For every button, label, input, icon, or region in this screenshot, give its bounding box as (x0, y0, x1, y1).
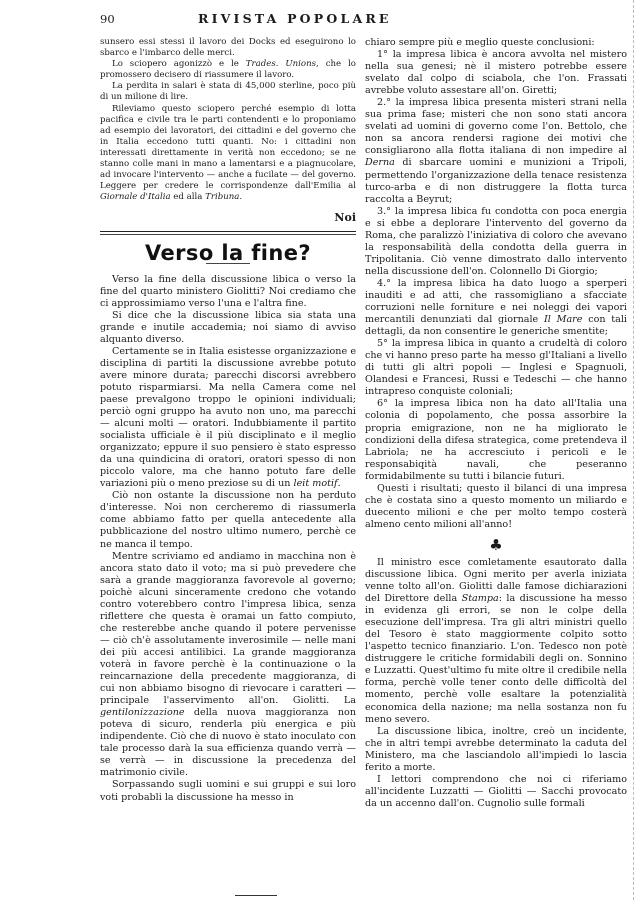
right-column (365, 37, 627, 810)
list-item: 5° la impresa libica in quanto a crudeltà di coloro che vi hanno preso parte ha messo gl'Italiani a livello di tutti gli altri popoli — Inglesi e Spagnuoli, Olandesi e Francesi, Russi e Tedeschi — che hanno intrapreso conquiste coloniali; (365, 338, 627, 398)
list-item: 4.° la impresa libica ha dato luogo a sperperi inauditi e ad atti, che rassomigliano a sfacciate corruzioni nelle forniture e nei noleggi dei vapori mercantili denunziati dal giornale Il Mare con tali dettagli, da non consentire le generiche smentite; (365, 277, 627, 338)
club-ornament-icon: ♣ (489, 535, 503, 554)
previous-article-tail (100, 37, 356, 203)
paragraph: sunsero essi stessi il lavoro dei Docks ed eseguirono lo sbarco e l'imbarco delle merci. (100, 37, 356, 59)
page-edge-line (633, 0, 635, 900)
paragraph: Ciò non ostante la discussione non ha perduto d'interesse. Noi non cercheremo di riassumerla come abbiamo fatto per quella antecedente alla pubblicazione del nostro ultimo numero, perchè ce ne manca il tempo. (100, 490, 356, 550)
page-number: 90 (100, 12, 115, 26)
list-item: 2.° la impresa libica presenta misteri strani nella sua prima fase; misteri che non sono stati ancora svelati ad uomini di governo come l'on. Bettolo, che non sa ancora rendersi ragione dei motivi che consigliarono alla flotta italiana di non impedire al Derna di sbarcare uomini e munizioni a Tripoli, permettendo l'organizzazione della tenace resistenza turco-arba e di non distruggere la flotta turca raccolta a Beyrut; (365, 97, 627, 205)
paragraph: Questi i risultati; questo il bilanci di una impresa che è costata sino a questo momento un miliardo e duecento milioni e che per molto tempo costerà almeno cento milioni all'anno! (365, 482, 627, 530)
running-title: RIVISTA POPOLARE (198, 11, 392, 26)
paragraph: Si dice che la discussione libica sia stata una grande e inutile accademia; noi siamo di avviso alquanto diverso. (100, 309, 356, 345)
paragraph: La perdita in salari è stata di 45,000 sterline, poco più di un milione di lire. (100, 81, 356, 103)
paragraph: Il ministro esce comletamente esautorato dalla discussione libica. Ogni merito per averla iniziata venne tolto all'on. Giolitti dalle famose dichiarazioni del Direttore della Stampa: la discussione ha messo in evidenza gli errori, se non le colpe della esecuzione dell'impresa. Tra gli altri ministri quello del Tesoro è stato maggiormente colpito sotto l'aspetto tecnico finanziario. L'on. Tedesco non potè distruggere le critiche formidabili degli on. Sonnino e Luzzatti. Quest'ultimo fu mite oltre il credibile nella forma, perchè volle tener conto delle difficoltà del momento, perchè volle esaltare la potenzialità economica della nazione; ma nella sostanza non fu meno severo. (365, 556, 627, 725)
list-item: 6° la impresa libica non ha dato all'Italia una colonia di popolamento, che possa assorbire la propria emigrazione, non ne ha migliorato le condizioni della difesa strategica, come pretendeva il Labriola; ne ha accresciuto i pericoli e le responsabiqità navali, che peseranno formidabilmente su tutti i bilancie futuri. (365, 398, 627, 482)
paragraph: I lettori comprendono che noi ci riferiamo all'incidente Luzzatti — Giolitti — Sacchi provocato da un accenno dall'on. Cugnolio sulle formali (365, 773, 627, 809)
signature: Noi (334, 211, 356, 225)
paragraph: chiaro sempre più e meglio queste conclusioni: (365, 37, 595, 48)
paragraph: Certamente se in Italia esistesse organizzazione e disciplina di partiti la discussione avrebbe potuto avere minore durata; parecchi discorsi avrebbero potuto risparmiarsi. Ma nella Camera come nel paese prevalgono troppo le opinioni individuali; perciò ogni gruppo ha avuto non uno, ma parecchi — alcuni molti — oratori. Indubbiamente il partito socialista ufficiale è il più disciplinato e il meglio organizzato; eppure il suo pensiero è stato espresso da una quindicina di oratori, oratori spesso di non piccolo valore, ma che hanno potuto fare delle variazioni più o meno preziose su di un leit motif. (100, 345, 356, 490)
footer-rule (235, 895, 277, 896)
paragraph: La discussione libica, inoltre, creò un incidente, che in altri tempi avrebbe determinato la caduta del Ministero, ma che lasciandolo all'impiedi lo lascia ferito a morte. (365, 725, 627, 773)
section-divider (100, 231, 356, 235)
paragraph: Mentre scriviamo ed andiamo in macchina non è ancora stato dato il voto; ma si può prevedere che sarà a grande maggioranza favorevole al governo; poichè alcuni sinceramente credono che votando contro voterebbero contro l'impresa libica, senza riflettere che questa è oramai un fatto compiuto, che resterebbe anche quando il potere pervenisse — ciò ch'è assolutamente inverosimile — nelle mani dei più accesi antilibici. La grande maggioranza voterà in favore perchè è la continuazione o la reincarnazione della precedente maggioranza, di cui non abbiamo bisogno di rievocare i caratteri — principale l'asservimento all'on. Giolitti. La gentilonizzazione della nuova maggioranza non poteva di sicuro, renderla più energica e più indipendente. Ciò che di nuovo è stato inoculato con tale processo darà la sua efficienza quando verrà — se verrà — in discussione la precedenza del matrimonio civile. (100, 550, 356, 779)
paragraph: Sorpassando sugli uomini e sui gruppi e sui loro voti probabli la discussione ha messo in (100, 779, 356, 803)
article-title: Verso la fine? (145, 241, 311, 266)
paragraph: Rileviamo questo sciopero perché esempio di lotta pacifica e civile tra le parti contendenti e lo proponiamo ad esempio dei lavoratori, dei cittadini e del governo che in Italia eccedono tutti quanti. No: i cittadini non interessati direttamente in verità non eccedono; se ne stanno colle mani in mano a lamentarsi e a piagnucolare, ad invocare l'intervento — anche a fucilate — del governo. Leggere per credere le corrispondenze dall'Emilia al Giornale d'Italia ed alla Tribuna. (100, 103, 356, 203)
paragraph: Verso la fine della discussione libica o verso la fine del quarto ministero Giolitti? Noi crediamo che ci approssimiamo verso l'una e l'altra fine. (100, 273, 356, 309)
article-body (100, 274, 356, 804)
list-item: 3.° la impresa libica fu condotta con poca energia e si ebbe a deplorare l'intervento del governo da Roma, che paralizzò l'iniziativa di coloro che avevano la responsabilità della condotta della guerra in Tripolitania. Ciò venne dimostrato dallo intervento nella discussione dell'on. Colonnello Di Giorgio; (365, 205, 627, 277)
left-column (100, 37, 356, 804)
list-item: 1° la impresa libica è ancora avvolta nel mistero nella sua genesi; nè il mistero potrebbe essere svelato dal colpo di sciabola, che l'on. Frassati avrebbe voluto assestare all'on. Giretti; (365, 49, 627, 97)
paragraph: Lo sciopero agonizzò e le Trades. Unions, che lo promossero decisero di riassumere il lavoro. (100, 59, 356, 81)
